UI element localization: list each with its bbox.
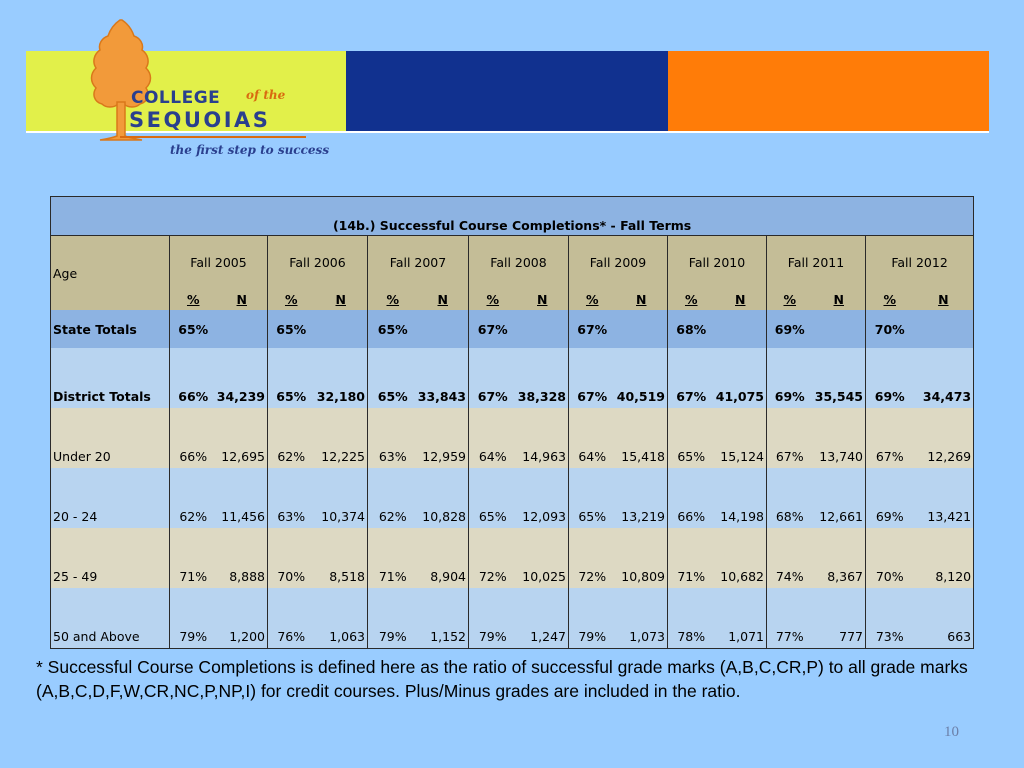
n-cell: 1,063 [315, 588, 368, 649]
term-header: Fall 2007 [368, 236, 469, 289]
pct-cell: 64% [569, 408, 616, 468]
pct-cell: 69% [767, 310, 813, 348]
header-band-orange [668, 51, 989, 131]
pct-cell: 65% [469, 468, 517, 528]
n-cell: 14,963 [517, 408, 569, 468]
pct-cell: 69% [767, 348, 813, 408]
pct-cell: 71% [368, 528, 418, 588]
n-cell: 1,200 [217, 588, 268, 649]
pct-cell: 69% [866, 468, 914, 528]
table-row [51, 588, 974, 649]
table-row [51, 528, 974, 588]
n-cell: 8,120 [914, 528, 974, 588]
pct-cell: 76% [268, 588, 315, 649]
pct-cell: 67% [569, 310, 616, 348]
pct-cell: 67% [866, 408, 914, 468]
n-cell: 10,025 [517, 528, 569, 588]
pct-cell: 71% [668, 528, 715, 588]
pct-cell: 67% [469, 348, 517, 408]
n-cell: 13,740 [813, 408, 866, 468]
term-header: Fall 2012 [866, 236, 974, 289]
pct-subheader: % [668, 288, 715, 310]
n-cell: 13,219 [616, 468, 668, 528]
n-cell: 15,418 [616, 408, 668, 468]
n-cell: 38,328 [517, 348, 569, 408]
pct-cell: 74% [767, 528, 813, 588]
logo-sequoias-text: SEQUOIAS [129, 108, 271, 132]
n-cell: 15,124 [715, 408, 767, 468]
pct-subheader: % [368, 288, 418, 310]
table-row [51, 310, 974, 348]
logo-tagline: the first step to success [170, 143, 330, 157]
pct-cell: 65% [170, 310, 217, 348]
n-cell [813, 310, 866, 348]
header-band-navy [346, 51, 668, 131]
n-cell: 40,519 [616, 348, 668, 408]
pct-subheader: % [866, 288, 914, 310]
n-cell: 12,959 [418, 408, 469, 468]
row-label: 50 and Above [51, 588, 170, 649]
n-subheader: N [517, 288, 569, 310]
n-cell: 33,843 [418, 348, 469, 408]
pct-subheader: % [268, 288, 315, 310]
n-cell: 1,152 [418, 588, 469, 649]
n-cell: 8,888 [217, 528, 268, 588]
pct-cell: 79% [170, 588, 217, 649]
term-header: Fall 2011 [767, 236, 866, 289]
pct-cell: 66% [170, 408, 217, 468]
pct-cell: 62% [368, 468, 418, 528]
n-cell: 10,682 [715, 528, 767, 588]
pct-cell: 68% [668, 310, 715, 348]
pct-cell: 70% [866, 310, 914, 348]
n-cell: 12,695 [217, 408, 268, 468]
pct-cell: 66% [170, 348, 217, 408]
pct-cell: 67% [767, 408, 813, 468]
term-header: Fall 2006 [268, 236, 368, 289]
term-header: Fall 2010 [668, 236, 767, 289]
pct-cell: 68% [767, 468, 813, 528]
pct-cell: 73% [866, 588, 914, 649]
n-cell [914, 310, 974, 348]
n-cell: 1,073 [616, 588, 668, 649]
pct-subheader: % [469, 288, 517, 310]
pct-cell: 70% [268, 528, 315, 588]
pct-cell: 64% [469, 408, 517, 468]
n-cell: 32,180 [315, 348, 368, 408]
pct-cell: 71% [170, 528, 217, 588]
pct-cell: 63% [268, 468, 315, 528]
table-row [51, 348, 974, 408]
n-cell [517, 310, 569, 348]
n-cell: 10,828 [418, 468, 469, 528]
row-label: 20 - 24 [51, 468, 170, 528]
pct-cell: 72% [569, 528, 616, 588]
pct-cell: 62% [268, 408, 315, 468]
n-cell: 41,075 [715, 348, 767, 408]
pct-cell: 66% [668, 468, 715, 528]
pct-cell: 65% [268, 310, 315, 348]
pct-cell: 65% [368, 348, 418, 408]
pct-cell: 79% [469, 588, 517, 649]
pct-cell: 69% [866, 348, 914, 408]
n-cell [715, 310, 767, 348]
n-cell [616, 310, 668, 348]
pct-subheader: % [569, 288, 616, 310]
pct-cell: 63% [368, 408, 418, 468]
pct-cell: 78% [668, 588, 715, 649]
n-subheader: N [217, 288, 268, 310]
n-cell: 13,421 [914, 468, 974, 528]
table-row [51, 408, 974, 468]
pct-cell: 72% [469, 528, 517, 588]
pct-cell: 79% [368, 588, 418, 649]
n-cell [315, 310, 368, 348]
n-cell: 1,247 [517, 588, 569, 649]
n-cell: 10,374 [315, 468, 368, 528]
n-cell: 12,269 [914, 408, 974, 468]
pct-cell: 70% [866, 528, 914, 588]
pct-cell: 67% [569, 348, 616, 408]
pct-cell: 77% [767, 588, 813, 649]
n-subheader: N [813, 288, 866, 310]
n-cell: 1,071 [715, 588, 767, 649]
pct-subheader: % [170, 288, 217, 310]
term-header: Fall 2009 [569, 236, 668, 289]
row-label: 25 - 49 [51, 528, 170, 588]
footnote: * Successful Course Completions is defined here as the ratio of successful grade marks (A,B,C,CR,P) to all grade marks (A,B,C,D,F,W,CR,NC,P,NP,I) for credit courses. Plus/Minus grades are included in the ratio. [36, 657, 968, 701]
n-subheader: N [914, 288, 974, 310]
table-row [51, 468, 974, 528]
pct-cell: 65% [268, 348, 315, 408]
n-cell: 12,093 [517, 468, 569, 528]
n-cell: 663 [914, 588, 974, 649]
n-cell: 8,904 [418, 528, 469, 588]
logo-college-text: COLLEGE [131, 88, 221, 108]
n-subheader: N [418, 288, 469, 310]
term-header: Fall 2005 [170, 236, 268, 289]
pct-cell: 67% [469, 310, 517, 348]
row-label: Under 20 [51, 408, 170, 468]
n-cell: 8,367 [813, 528, 866, 588]
n-cell: 10,809 [616, 528, 668, 588]
n-subheader: N [315, 288, 368, 310]
pct-subheader: % [767, 288, 813, 310]
pct-cell: 65% [668, 408, 715, 468]
n-cell: 34,473 [914, 348, 974, 408]
row-label: District Totals [51, 348, 170, 408]
n-cell: 777 [813, 588, 866, 649]
completions-table [50, 196, 974, 649]
logo-underline [120, 136, 306, 138]
term-header: Fall 2008 [469, 236, 569, 289]
n-cell: 34,239 [217, 348, 268, 408]
pct-cell: 65% [569, 468, 616, 528]
n-cell: 11,456 [217, 468, 268, 528]
n-cell: 12,661 [813, 468, 866, 528]
logo-ofthe-text: of the [246, 88, 286, 102]
row-label: State Totals [51, 310, 170, 348]
pct-cell: 65% [368, 310, 418, 348]
n-cell: 12,225 [315, 408, 368, 468]
n-cell [217, 310, 268, 348]
n-cell: 14,198 [715, 468, 767, 528]
table-title: (14b.) Successful Course Completions* - Fall Terms [51, 197, 974, 236]
slide-number: 10 [944, 724, 959, 740]
n-cell [418, 310, 469, 348]
n-cell: 35,545 [813, 348, 866, 408]
pct-cell: 79% [569, 588, 616, 649]
pct-cell: 67% [668, 348, 715, 408]
pct-cell: 62% [170, 468, 217, 528]
n-subheader: N [616, 288, 668, 310]
n-subheader: N [715, 288, 767, 310]
age-header: Age [51, 236, 170, 311]
n-cell: 8,518 [315, 528, 368, 588]
